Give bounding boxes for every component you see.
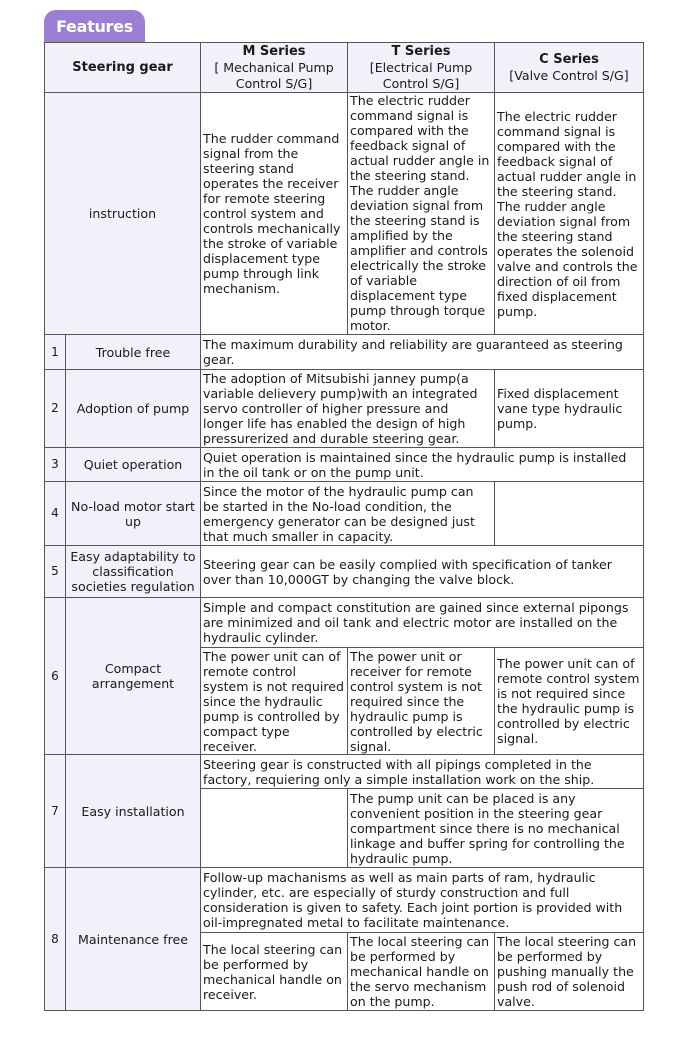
row-description-t: The local steering can be performed by mechanical handle on the servo mechanism on the pump. bbox=[348, 933, 495, 1011]
row-number: 4 bbox=[45, 482, 66, 546]
row-number: 8 bbox=[45, 868, 66, 1011]
row-label: Trouble free bbox=[66, 335, 201, 370]
row-label: Maintenance free bbox=[66, 868, 201, 1011]
table-row bbox=[45, 598, 644, 648]
header-c-series bbox=[495, 43, 644, 93]
features-tab: Features bbox=[44, 10, 145, 42]
header-row bbox=[45, 43, 644, 93]
row-description-c-empty bbox=[495, 482, 644, 546]
row-description: The maximum durability and reliability are guaranteed as steering gear. bbox=[201, 335, 644, 370]
table-row bbox=[45, 482, 644, 546]
row-number: 6 bbox=[45, 598, 66, 755]
table-row bbox=[45, 370, 644, 448]
header-steering-gear: Steering gear bbox=[45, 43, 201, 93]
row-description-m: The power unit can of remote control system is not required since the hydraulic pump is controlled by compact type receiver. bbox=[201, 648, 348, 755]
row-description-c: Fixed displacement vane type hydraulic pump. bbox=[495, 370, 644, 448]
table-row bbox=[45, 448, 644, 482]
row-description: Simple and compact constitution are gained since external pipongs are minimized and oil tank and electric motor are installed on the hydraulic cylinder. bbox=[201, 598, 644, 648]
features-table-wrapper bbox=[44, 42, 643, 1011]
row-description: Follow-up machanisms as well as main parts of ram, hydraulic cylinder, etc. are especially of sturdy construction and full consideration is given to safety. Each joint portion is provided with oil-impregnated metal to facilitate maintenance. bbox=[201, 868, 644, 933]
table-row bbox=[45, 546, 644, 598]
row-description-m-empty bbox=[201, 789, 348, 868]
instruction-label: instruction bbox=[45, 93, 201, 335]
instruction-t: The electric rudder command signal is compared with the feedback signal of actual rudder angle in the steering stand. The rudder angle deviation signal from the steering stand is amplified by the amplifier and controls electrically the stroke of variable displacement type pump through torque motor. bbox=[348, 93, 495, 335]
row-label: Easy adaptability to classification societies regulation bbox=[66, 546, 201, 598]
row-number: 3 bbox=[45, 448, 66, 482]
m-series-subtitle: [ Mechanical Pump Control S/G] bbox=[214, 59, 334, 91]
row-label: Quiet operation bbox=[66, 448, 201, 482]
row-description-tc: The pump unit can be placed is any convenient position in the steering gear compartment since there is no mechanical linkage and buffer spring for controlling the hydraulic pump. bbox=[348, 789, 644, 868]
row-description-t: The power unit or receiver for remote control system is not required since the hydraulic pump is controlled by electric signal. bbox=[348, 648, 495, 755]
row-description-mt: Since the motor of the hydraulic pump can be started in the No-load condition, the emergency generator can be designed just that much smaller in capacity. bbox=[201, 482, 495, 546]
row-description: Steering gear can be easily complied with specification of tanker over than 10,000GT by changing the valve block. bbox=[201, 546, 644, 598]
instruction-m: The rudder command signal from the steering stand operates the receiver for remote steering control system and controls mechanically the stroke of variable displacement type pump through link mechanism. bbox=[201, 93, 348, 335]
row-description: Quiet operation is maintained since the hydraulic pump is installed in the oil tank or on the pump unit. bbox=[201, 448, 644, 482]
row-description-mt: The adoption of Mitsubishi janney pump(a variable delievery pump)with an integrated servo controller of higher pressure and longer life has enabled the design of high pressurerized and durable steering gear. bbox=[201, 370, 495, 448]
row-description: Steering gear is constructed with all pipings completed in the factory, requiering only a simple installation work on the ship. bbox=[201, 755, 644, 789]
row-label: Adoption of pump bbox=[66, 370, 201, 448]
table-row bbox=[45, 755, 644, 789]
row-number: 1 bbox=[45, 335, 66, 370]
row-number: 7 bbox=[45, 755, 66, 868]
row-label: Compact arrangement bbox=[66, 598, 201, 755]
t-series-subtitle: [Electrical Pump Control S/G] bbox=[369, 59, 473, 91]
row-label: No-load motor start up bbox=[66, 482, 201, 546]
header-t-series bbox=[348, 43, 495, 93]
row-description-c: The power unit can of remote control system is not required since the hydraulic pump is controlled by electric signal. bbox=[495, 648, 644, 755]
table-row bbox=[45, 868, 644, 933]
c-series-subtitle: [Valve Control S/G] bbox=[509, 67, 629, 83]
features-table bbox=[44, 42, 644, 1011]
row-description-c: The local steering can be performed by pushing manually the push rod of solenoid valve. bbox=[495, 933, 644, 1011]
row-number: 5 bbox=[45, 546, 66, 598]
header-m-series bbox=[201, 43, 348, 93]
row-number: 2 bbox=[45, 370, 66, 448]
instruction-c: The electric rudder command signal is compared with the feedback signal of actual rudder angle in the steering stand. The rudder angle deviation signal from the steering stand operates the solenoid valve and controls the direction of oil from fixed displacement pump. bbox=[495, 93, 644, 335]
table-row bbox=[45, 335, 644, 370]
t-series-title: T Series bbox=[391, 43, 451, 59]
m-series-title: M Series bbox=[242, 43, 306, 59]
row-label: Easy installation bbox=[66, 755, 201, 868]
c-series-title: C Series bbox=[539, 51, 599, 67]
instruction-row bbox=[45, 93, 644, 335]
row-description-m: The local steering can be performed by mechanical handle on receiver. bbox=[201, 933, 348, 1011]
